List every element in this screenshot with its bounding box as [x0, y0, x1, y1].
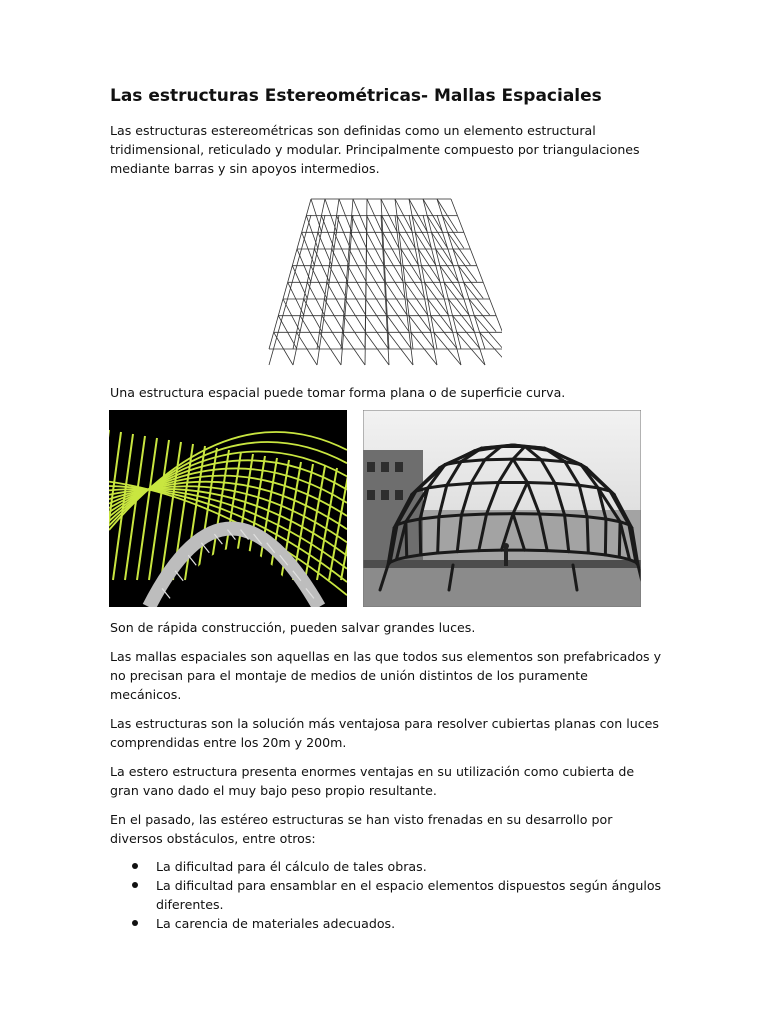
curved-lattice-image — [109, 410, 347, 607]
solution-paragraph: Las estructuras son la solución más ventajosa para resolver cubiertas planas con luces comprendidas entre los 20m y 200m. — [110, 716, 659, 750]
list-item: La carencia de materiales adecuados. — [110, 914, 670, 933]
space-frame-wireframe-image — [268, 193, 502, 371]
construction-paragraph: Son de rápida construcción, pueden salvar grandes luces. — [110, 620, 476, 635]
advantages-paragraph: La estero estructura presenta enormes ventajas en su utilización como cubierta de gran vano dado el muy bajo peso propio resultante. — [110, 764, 635, 798]
obstacles-paragraph: En el pasado, las estéreo estructuras se han visto frenadas en su desarrollo por diversos obstáculos, entre otros: — [110, 812, 613, 846]
shape-paragraph: Una estructura espacial puede tomar forma plana o de superficie curva. — [110, 385, 566, 400]
obstacles-list — [110, 857, 670, 933]
bullet-icon — [132, 920, 138, 926]
prefab-paragraph: Las mallas espaciales son aquellas en las que todos sus elementos son prefabricados y no precisan para el montaje de medios de unión distintos de los puramente mecánicos. — [110, 649, 662, 702]
bullet-icon — [132, 863, 138, 869]
list-item: La dificultad para él cálculo de tales obras. — [110, 857, 670, 876]
list-item: La dificultad para ensamblar en el espacio elementos dispuestos según ángulos diferentes. — [110, 876, 670, 914]
document-title: Las estructuras Estereométricas- Mallas Espaciales — [110, 86, 602, 106]
geodesic-dome-photo — [363, 410, 641, 607]
intro-paragraph: Las estructuras estereométricas son definidas como un elemento estructural tridimensional, reticulado y modular. Principalmente compuesto por triangulaciones mediante barras y sin apoyos intermedios. — [110, 123, 640, 176]
bullet-icon — [132, 882, 138, 888]
